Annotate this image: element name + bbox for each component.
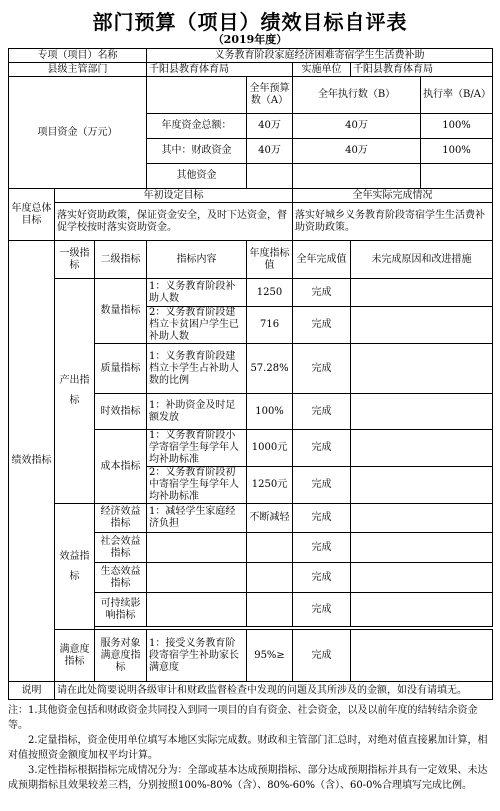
funds-row-name: 其中：财政资金 <box>147 139 247 164</box>
funds-row-rate: 100% <box>421 114 493 139</box>
indicator-target: 716 <box>247 307 293 344</box>
project-name-value: 义务教育阶段家庭经济困难寄宿学生生活费补助 <box>147 49 493 63</box>
funds-header-actual: 全年执行数（B） <box>293 77 421 114</box>
header-second-level: 二级指标 <box>95 241 147 279</box>
service-satisfaction-label: 服务对象满意度指标 <box>95 630 147 682</box>
indicator-reason <box>351 630 493 682</box>
indicator-target: 1250元 <box>247 467 293 504</box>
cost-indicator-label: 成本指标 <box>95 430 147 504</box>
funds-header-rate: 执行率（B/A） <box>421 77 493 114</box>
indicator-reason <box>351 430 493 467</box>
funds-row-budget <box>247 164 293 189</box>
header-first-level: 一级指标 <box>55 241 95 279</box>
actual-goal-header: 全年实际完成情况 <box>293 189 493 203</box>
indicator-content: 1：义务教育阶段小学寄宿学生每学年人均补助标准 <box>147 430 247 467</box>
indicator-content <box>147 593 247 627</box>
quantity-indicator-label: 数量指标 <box>95 279 147 344</box>
funds-row-rate: 100% <box>421 139 493 164</box>
indicator-content: 2：义务教育阶段建档立卡贫困户学生已补助人数 <box>147 307 247 344</box>
funds-row-actual: 40万 <box>293 114 421 139</box>
timeliness-indicator-label: 时效指标 <box>95 394 147 430</box>
indicator-done: 完成 <box>293 279 351 307</box>
indicator-done: 完成 <box>293 533 351 563</box>
report-year: （2019年度） <box>212 33 288 46</box>
funds-row-rate <box>421 164 493 189</box>
indicator-done: 完成 <box>293 394 351 430</box>
indicator-target: 1000元 <box>247 430 293 467</box>
indicator-target: 100% <box>247 394 293 430</box>
dept-value: 千阳县教育体育局 <box>147 63 293 77</box>
footnote-1: 注：1.其他资金包括和财政资金共同投入到同一项目的自有资金、社会资金，以及以前年度的结转结余资金等。 <box>8 705 478 731</box>
impl-unit-label: 实施单位 <box>293 63 351 77</box>
annual-goal-label: 年度总体目标 <box>9 189 55 241</box>
self-evaluation-table <box>8 48 493 700</box>
indicator-content: 1：减轻学生家庭经济负担 <box>147 504 247 533</box>
header-reason: 未完成原因和改进措施 <box>351 241 493 279</box>
impl-unit-value: 千阳县教育体育局 <box>351 63 493 77</box>
funds-row-name: 其他资金 <box>147 164 247 189</box>
funds-header-budget: 全年预算数（A） <box>247 77 293 114</box>
indicator-content: 1：接受义务教育阶段寄宿学生补助家长满意度 <box>147 630 247 682</box>
indicator-target: 1250 <box>247 279 293 307</box>
output-indicator-label: 产出指标 <box>55 279 95 504</box>
funds-row-budget: 40万 <box>247 114 293 139</box>
indicator-reason <box>351 593 493 627</box>
footnote-2: 2.定量指标，资金使用单位填写本地区实际完成数。财政和主管部门汇总时，对绝对值直接累加计算，相对值按照资金额度加权平均计算。 <box>8 735 488 761</box>
quality-indicator-label: 质量指标 <box>95 344 147 394</box>
funds-row-name: 年度资金总额： <box>147 114 247 139</box>
indicator-content <box>147 533 247 563</box>
indicator-target: 95%≥ <box>247 630 293 682</box>
dept-label: 县级主管部门 <box>9 63 147 77</box>
funds-row-actual <box>293 164 421 189</box>
indicator-reason <box>351 563 493 593</box>
indicator-done: 完成 <box>293 307 351 344</box>
indicator-done: 完成 <box>293 593 351 627</box>
indicator-reason <box>351 344 493 394</box>
indicator-done: 完成 <box>293 344 351 394</box>
remark-label: 说明 <box>9 682 55 700</box>
remark-text: 请在此处简要说明各级审计和财政监督检查中发现的问题及其所涉及的金额，如没有请填无。 <box>55 682 493 700</box>
indicator-reason <box>351 307 493 344</box>
indicator-reason <box>351 467 493 504</box>
header-target: 年度指标值 <box>247 241 293 279</box>
indicator-target <box>247 563 293 593</box>
performance-indicator-label: 绩效指标 <box>9 241 55 682</box>
funds-label: 项目资金（万元） <box>9 77 147 189</box>
actual-goal-text: 落实好城乡义务教育阶段寄宿学生生活费补助资助政策。 <box>293 203 493 241</box>
footnote-3: 3.定性指标根据指标完成情况分为：全部或基本达成预期指标、部分达成预期指标并具有一定效果、未达成预期指标且效果较差三档，分别按照100%-80%（含）、80%-60%（含）、60-0%合理填写完成比例。 <box>8 765 488 791</box>
indicator-reason <box>351 394 493 430</box>
indicator-reason <box>351 279 493 307</box>
sustainable-impact-label: 可持续影响指标 <box>95 593 147 627</box>
indicator-done: 完成 <box>293 563 351 593</box>
benefit-indicator-label: 效益指标 <box>55 504 95 630</box>
header-completed: 全年完成值 <box>293 241 351 279</box>
ecological-benefit-label: 生态效益指标 <box>95 563 147 593</box>
satisfaction-indicator-label: 满意度指标 <box>55 630 95 682</box>
indicator-content <box>147 563 247 593</box>
footnotes <box>8 703 492 793</box>
indicator-done: 完成 <box>293 504 351 533</box>
indicator-done: 完成 <box>293 630 351 682</box>
header-content: 指标内容 <box>147 241 247 279</box>
economic-benefit-label: 经济效益指标 <box>95 504 147 533</box>
indicator-content: 1：义务教育阶段补助人数 <box>147 279 247 307</box>
indicator-reason <box>351 533 493 563</box>
indicator-done: 完成 <box>293 467 351 504</box>
page-title: 部门预算（项目）绩效目标自评表 <box>92 10 408 34</box>
funds-row-budget: 40万 <box>247 139 293 164</box>
funds-row-actual: 40万 <box>293 139 421 164</box>
indicator-content: 2：义务教育阶段初中寄宿学生每学年人均补助标准 <box>147 467 247 504</box>
indicator-target: 57.28% <box>247 344 293 394</box>
indicator-reason <box>351 504 493 533</box>
indicator-done: 完成 <box>293 430 351 467</box>
initial-goal-text: 落实好资助政策，保证资金安全，及时下达资金，督促学校按时落实资助资金。 <box>55 203 293 241</box>
indicator-target <box>247 593 293 627</box>
indicator-content: 1：义务教育阶段建档立卡学生占补助人数的比例 <box>147 344 247 394</box>
social-benefit-label: 社会效益指标 <box>95 533 147 563</box>
project-name-label: 专项（项目）名称 <box>9 49 147 63</box>
indicator-target <box>247 533 293 563</box>
indicator-target: 不断减轻 <box>247 504 293 533</box>
initial-goal-header: 年初设定目标 <box>55 189 293 203</box>
indicator-content: 1：补助资金及时足额发放 <box>147 394 247 430</box>
